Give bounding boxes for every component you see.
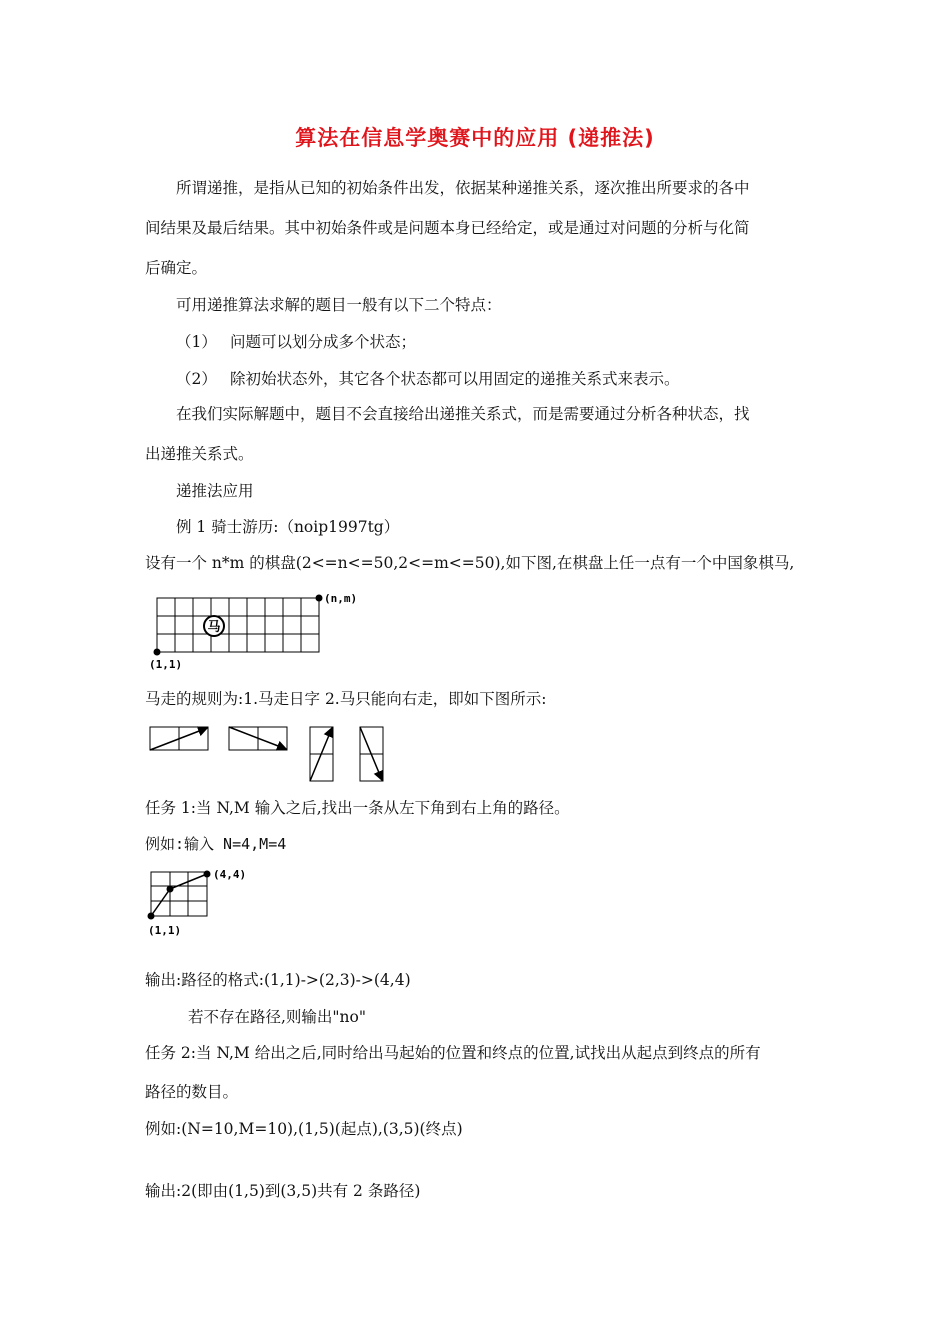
feature-2-number: （2） <box>176 370 217 388</box>
practice-line-2: 出递推关系式。 <box>145 445 254 463</box>
intro-line-1: 所谓递推，是指从已知的初始条件出发，依据某种递推关系，逐次推出所要求的各中 <box>176 179 750 197</box>
path-mid-dot <box>167 886 174 893</box>
board-bottom-left-label: (1,1) <box>149 658 183 671</box>
task-2-line-2: 路径的数目。 <box>145 1083 239 1101</box>
task-2-example: 例如:(N=10,M=10),(1,5)(起点),(3,5)(终点) <box>145 1120 463 1138</box>
path-start-dot <box>148 913 155 920</box>
move-down-right-vertical <box>360 727 383 781</box>
task-1-output: 输出:路径的格式:(1,1)->(2,3)->(4,4) <box>145 971 411 989</box>
chessboard-grid <box>157 598 319 652</box>
board-start-dot <box>154 649 161 656</box>
feature-1-number: （1） <box>176 333 217 351</box>
practice-line-1: 在我们实际解题中，题目不会直接给出递推关系式，而是需要通过分析各种状态，找 <box>176 405 750 423</box>
example-top-right-label: (4,4) <box>213 868 247 881</box>
example-path-figure <box>143 866 253 940</box>
section-heading: 递推法应用 <box>176 482 254 500</box>
move-down-right-horizontal <box>229 727 287 750</box>
intro-line-3: 后确定。 <box>145 259 208 277</box>
board-top-right-label: (n,m) <box>324 592 358 605</box>
feature-1-text: 问题可以划分成多个状态； <box>230 333 417 351</box>
task-2-line-1: 任务 2:当 N,M 给出之后,同时给出马起始的位置和终点的位置,试找出从起点到终点的所有 <box>145 1044 761 1062</box>
movement-rules: 马走的规则为:1.马走日字 2.马只能向右走，即如下图所示: <box>145 690 547 708</box>
task-1-example: 例如:输入 N=4,M=4 <box>145 835 287 853</box>
chessboard-figure <box>143 586 373 676</box>
example-grid <box>151 872 207 916</box>
example-bottom-left-label: (1,1) <box>148 924 182 937</box>
feature-2-text: 除初始状态外，其它各个状态都可以用固定的递推关系式来表示。 <box>230 370 680 388</box>
knight-moves-figure <box>145 722 395 784</box>
horse-char: 马 <box>207 620 221 635</box>
example-path <box>151 874 207 916</box>
task-1-no-path: 若不存在路径,则输出"no" <box>188 1008 367 1026</box>
example-title: 例 1 骑士游历:（noip1997tg） <box>176 518 400 536</box>
page-title: 算法在信息学奥赛中的应用 (递推法) <box>295 126 655 150</box>
move-up-right-horizontal <box>150 727 208 750</box>
path-end-dot <box>204 871 211 878</box>
task-2-output: 输出:2(即由(1,5)到(3,5)共有 2 条路径) <box>145 1182 421 1200</box>
features-lead: 可用递推算法求解的题目一般有以下二个特点： <box>176 296 502 314</box>
board-end-dot <box>316 595 323 602</box>
intro-line-2: 间结果及最后结果。其中初始条件或是问题本身已经给定，或是通过对问题的分析与化简 <box>145 219 750 237</box>
move-up-right-vertical <box>310 727 333 781</box>
problem-statement: 设有一个 n*m 的棋盘(2<=n<=50,2<=m<=50),如下图,在棋盘上任一点有一个中国象棋马, <box>145 554 795 572</box>
task-1: 任务 1:当 N,M 输入之后,找出一条从左下角到右上角的路径。 <box>145 799 570 817</box>
